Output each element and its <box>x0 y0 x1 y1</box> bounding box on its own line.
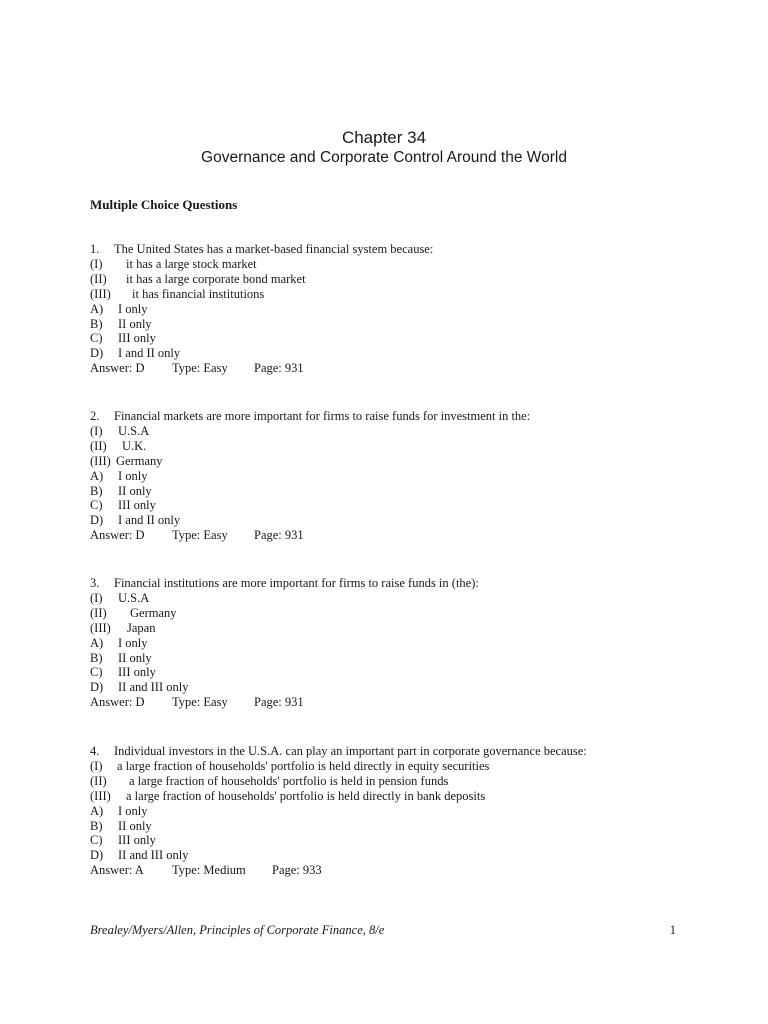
statement-text: Germany <box>116 453 163 468</box>
statement-label: (I) <box>90 256 103 271</box>
answer-key <box>90 863 690 878</box>
statement <box>90 257 690 272</box>
question-stem <box>90 242 690 257</box>
question-2 <box>90 409 690 543</box>
option-text: II only <box>118 818 152 833</box>
option-text: I only <box>118 301 148 316</box>
question-number: 3. <box>90 576 100 590</box>
option-label: C) <box>90 331 103 346</box>
statement-label: (I) <box>90 590 103 605</box>
answer-option <box>90 498 690 513</box>
difficulty-type: Type: Easy <box>172 528 228 543</box>
answer-option <box>90 513 690 528</box>
option-text: III only <box>118 665 156 680</box>
statement-text: it has financial institutions <box>132 286 265 301</box>
page-reference: Page: 931 <box>254 528 304 543</box>
statement <box>90 287 690 302</box>
statement <box>90 591 690 606</box>
statement <box>90 606 690 621</box>
answer-option <box>90 665 690 680</box>
difficulty-type: Type: Medium <box>172 863 246 878</box>
statement-label: (II) <box>90 271 107 286</box>
statement <box>90 621 690 636</box>
statement-text: Japan <box>127 620 156 635</box>
statement <box>90 424 690 439</box>
option-text: I and II only <box>118 513 181 528</box>
statement-label: (III) <box>90 453 111 468</box>
question-text: Financial markets are more important for firms to raise funds for investment in the: <box>114 409 531 423</box>
statement-text: U.K. <box>122 438 147 453</box>
statement <box>90 272 690 287</box>
footer-source: Brealey/Myers/Allen, Principles of Corporate Finance, 8/e <box>90 923 385 937</box>
option-label: A) <box>90 803 104 818</box>
option-text: III only <box>118 498 156 513</box>
question-stem <box>90 576 690 591</box>
statement-label: (III) <box>90 620 111 635</box>
answer-option <box>90 484 690 499</box>
option-label: C) <box>90 498 103 513</box>
answer-option <box>90 651 690 666</box>
section-heading: Multiple Choice Questions <box>90 197 238 212</box>
option-label: D) <box>90 513 104 528</box>
question-stem <box>90 744 690 759</box>
statement-label: (II) <box>90 605 107 620</box>
option-label: A) <box>90 301 104 316</box>
question-number: 1. <box>90 242 100 256</box>
option-label: D) <box>90 680 104 695</box>
answer-value: Answer: D <box>90 528 145 543</box>
question-number: 2. <box>90 409 100 423</box>
question-text: Individual investors in the U.S.A. can play an important part in corporate governance because: <box>114 744 587 758</box>
option-label: D) <box>90 848 104 863</box>
option-text: II only <box>118 650 152 665</box>
question-stem <box>90 409 690 424</box>
answer-key <box>90 528 690 543</box>
option-text: II and III only <box>118 848 189 863</box>
answer-option <box>90 469 690 484</box>
page-reference: Page: 931 <box>254 695 304 710</box>
statement-label: (III) <box>90 788 111 803</box>
option-label: A) <box>90 635 104 650</box>
answer-option <box>90 848 690 863</box>
option-label: D) <box>90 346 104 361</box>
statement <box>90 759 690 774</box>
answer-value: Answer: A <box>90 863 144 878</box>
answer-option <box>90 331 690 346</box>
option-label: A) <box>90 468 104 483</box>
answer-option <box>90 804 690 819</box>
statement-text: U.S.A <box>118 423 150 438</box>
chapter-number: Chapter 34 <box>341 128 427 147</box>
option-text: I only <box>118 635 148 650</box>
option-label: B) <box>90 483 103 498</box>
answer-option <box>90 302 690 317</box>
question-text: Financial institutions are more important for firms to raise funds in (the): <box>114 576 479 590</box>
answer-option <box>90 346 690 361</box>
option-label: B) <box>90 818 103 833</box>
question-4 <box>90 744 690 878</box>
question-number: 4. <box>90 744 100 758</box>
option-text: III only <box>118 833 156 848</box>
statement-text: it has a large stock market <box>126 256 257 271</box>
answer-option <box>90 636 690 651</box>
statement <box>90 454 690 469</box>
option-label: C) <box>90 833 103 848</box>
statement-text: Germany <box>130 605 177 620</box>
question-text: The United States has a market-based financial system because: <box>114 242 434 256</box>
statement-text: U.S.A <box>118 590 150 605</box>
option-label: B) <box>90 650 103 665</box>
option-text: II and III only <box>118 680 189 695</box>
statement-label: (I) <box>90 423 103 438</box>
option-text: III only <box>118 331 156 346</box>
statement-text: it has a large corporate bond market <box>126 271 306 286</box>
statement <box>90 789 690 804</box>
answer-option <box>90 317 690 332</box>
difficulty-type: Type: Easy <box>172 361 228 376</box>
statement-label: (I) <box>90 758 103 773</box>
footer-page-number: 1 <box>669 923 676 937</box>
option-label: C) <box>90 665 103 680</box>
statement-label: (III) <box>90 286 111 301</box>
statement-text: a large fraction of households' portfolio is held directly in bank deposits <box>126 788 486 803</box>
difficulty-type: Type: Easy <box>172 695 228 710</box>
option-text: I only <box>118 468 148 483</box>
statement-text: a large fraction of households' portfolio is held in pension funds <box>129 773 449 788</box>
option-text: I and II only <box>118 346 181 361</box>
page-reference: Page: 931 <box>254 361 304 376</box>
option-text: II only <box>118 483 152 498</box>
statement <box>90 439 690 454</box>
option-text: I only <box>118 803 148 818</box>
statement-label: (II) <box>90 773 107 788</box>
option-text: II only <box>118 316 152 331</box>
answer-key <box>90 361 690 376</box>
answer-value: Answer: D <box>90 695 145 710</box>
answer-value: Answer: D <box>90 361 145 376</box>
question-3 <box>90 576 690 710</box>
chapter-title: Governance and Corporate Control Around the World <box>201 149 567 166</box>
statement-text: a large fraction of households' portfolio is held directly in equity securities <box>117 758 490 773</box>
page-reference: Page: 933 <box>272 863 322 878</box>
statement <box>90 774 690 789</box>
question-1 <box>90 242 690 376</box>
answer-option <box>90 833 690 848</box>
answer-option <box>90 819 690 834</box>
answer-key <box>90 695 690 710</box>
statement-label: (II) <box>90 438 107 453</box>
option-label: B) <box>90 316 103 331</box>
answer-option <box>90 680 690 695</box>
